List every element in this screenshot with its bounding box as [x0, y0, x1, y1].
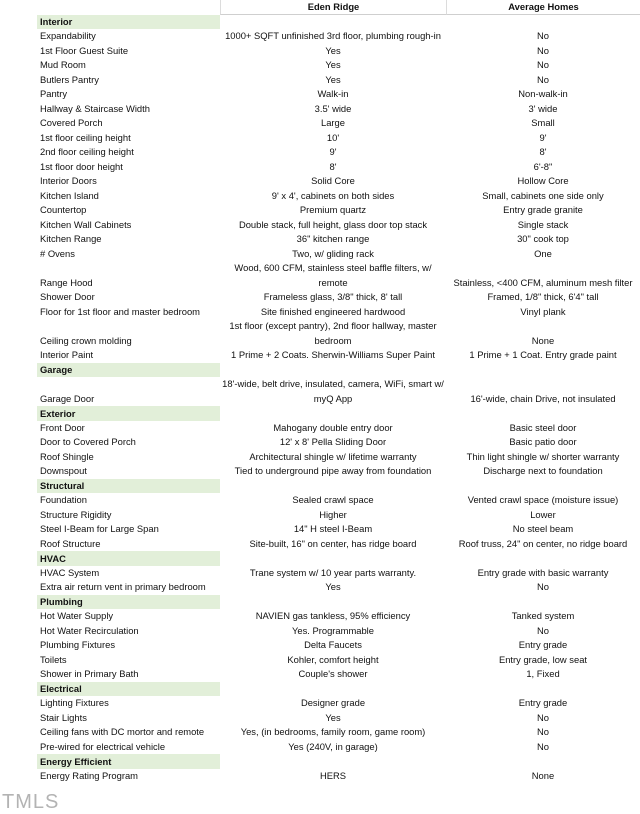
row-label: Downspout [40, 465, 87, 476]
table-row [37, 102, 640, 117]
table-row [37, 73, 640, 88]
eden-ridge-value: Double stack, full height, glass door top stack [238, 218, 428, 230]
average-homes-value: Small, cabinets one side only [482, 189, 604, 201]
row-label: Shower in Primary Bath [40, 668, 139, 679]
eden-ridge-value: Yes [325, 59, 341, 70]
row-label: 1st floor door height [40, 160, 123, 172]
row-label: Countertop [40, 204, 87, 215]
table-row [37, 131, 640, 146]
eden-ridge-value: Sealed crawl space [292, 494, 374, 505]
row-label: Kitchen Range [40, 233, 102, 244]
eden-ridge-value: Premium quartz [299, 204, 367, 215]
row-label: Plumbing Fixtures [40, 639, 116, 650]
average-homes-value: Entry grade, low seat [498, 653, 588, 665]
column-header-eden-ridge: Eden Ridge [220, 0, 446, 15]
eden-ridge-value: Mahogany double entry door [273, 421, 393, 433]
eden-ridge-value: Site-built, 16" on center, has ridge board [249, 537, 417, 549]
row-label: Energy Rating Program [40, 769, 138, 781]
row-label: Hallway & Staircase Width [40, 102, 150, 114]
section-header [37, 754, 640, 769]
eden-ridge-value: Site finished engineered hardwood [260, 305, 406, 317]
average-homes-value: 30" cook top [517, 233, 569, 244]
eden-ridge-value: 8' [329, 160, 337, 172]
average-homes-value: Stainless, <400 CFM, aluminum mesh filter [453, 276, 633, 288]
row-label: Interior Paint [40, 349, 94, 360]
average-homes-value: Single stack [517, 218, 569, 230]
table-row [37, 740, 640, 755]
average-homes-value: Thin light shingle w/ shorter warranty [466, 450, 620, 462]
row-label: Range Hood [40, 276, 93, 288]
row-label: Front Door [40, 421, 85, 433]
eden-ridge-value: Wood, 600 CFM, stainless steel baffle filters, w/ remote [234, 262, 432, 288]
average-homes-value: Non-walk-in [518, 88, 568, 99]
eden-ridge-value: Solid Core [311, 175, 355, 186]
table-row [37, 189, 640, 204]
table-row [37, 247, 640, 262]
average-homes-value: Lower [530, 508, 556, 520]
average-homes-value: Basic patio door [509, 436, 577, 447]
table-row [37, 493, 640, 508]
average-homes-value: No [537, 44, 549, 56]
table-row [37, 638, 640, 653]
row-label: Structure Rigidity [40, 508, 112, 520]
eden-ridge-value: Tied to underground pipe away from foundation [234, 465, 432, 476]
eden-ridge-value: Yes (240V, in garage) [288, 740, 378, 752]
column-header-average-homes: Average Homes [446, 0, 640, 15]
average-homes-value: Vinyl plank [520, 305, 566, 317]
average-homes-value: Tanked system [511, 610, 575, 621]
row-label: Ceiling fans with DC mortor and remote [40, 726, 205, 737]
average-homes-value: One [534, 247, 552, 259]
row-label: Kitchen Island [40, 189, 99, 201]
average-homes-value: Small [531, 117, 555, 128]
row-label: # Ovens [40, 247, 75, 259]
average-homes-value: No [537, 740, 549, 752]
row-label: Roof Structure [40, 537, 101, 549]
average-homes-value: Vented crawl space (moisture issue) [467, 494, 619, 505]
average-homes-value: Roof truss, 24" on center, no ridge board [458, 537, 628, 549]
section-header [37, 479, 640, 494]
section-title: Structural [37, 479, 220, 494]
eden-ridge-value: 1 Prime + 2 Coats. Sherwin-Williams Super Paint [231, 349, 435, 360]
table-row [37, 29, 640, 44]
average-homes-value: Entry grade [518, 697, 568, 708]
average-homes-value: Basic steel door [509, 421, 577, 433]
section-title: HVAC [37, 551, 220, 566]
section-header [37, 406, 640, 421]
table-row [37, 261, 640, 290]
table-row [37, 116, 640, 131]
row-label: Pantry [40, 88, 68, 99]
row-label: Butlers Pantry [40, 73, 99, 85]
row-label: Lighting Fixtures [40, 697, 109, 708]
eden-ridge-value: Yes [325, 711, 341, 723]
table-row [37, 464, 640, 479]
row-label: Expandability [40, 30, 96, 41]
eden-ridge-value: 18'-wide, belt drive, insulated, camera, WiFi, smart w/ myQ App [222, 378, 444, 404]
eden-ridge-value: NAVIEN gas tankless, 95% efficiency [255, 610, 411, 621]
section-header [37, 363, 640, 378]
table-row [37, 522, 640, 537]
table-row [37, 435, 640, 450]
table-row [37, 160, 640, 175]
column-header-row [37, 0, 640, 15]
section-title: Energy Efficient [37, 754, 220, 769]
eden-ridge-value: HERS [319, 769, 347, 781]
row-label: Pre-wired for electrical vehicle [40, 740, 166, 752]
mls-watermark: TMLS [2, 791, 60, 813]
table-row [37, 508, 640, 523]
row-label: Mud Room [40, 59, 86, 70]
eden-ridge-value: Couple's shower [298, 668, 368, 679]
row-label: Hot Water Supply [40, 610, 114, 621]
row-label: Extra air return vent in primary bedroom [40, 581, 206, 592]
row-label: Ceiling crown molding [40, 334, 132, 346]
row-label: Steel I-Beam for Large Span [40, 523, 159, 534]
table-row [37, 87, 640, 102]
table-row [37, 232, 640, 247]
eden-ridge-value: 1st floor (except pantry), 2nd floor hallway, master bedroom [229, 320, 437, 346]
table-row [37, 290, 640, 305]
table-row [37, 203, 640, 218]
average-homes-value: 1 Prime + 1 Coat. Entry grade paint [469, 349, 617, 360]
eden-ridge-value: 3.5' wide [314, 102, 352, 114]
average-homes-value: 16'-wide, chain Drive, not insulated [470, 392, 616, 404]
eden-ridge-value: Yes. Programmable [292, 624, 374, 636]
row-label: 1st Floor Guest Suite [40, 44, 129, 56]
average-homes-value: No [537, 624, 549, 636]
eden-ridge-value: Higher [319, 508, 347, 520]
average-homes-value: 1, Fixed [526, 668, 560, 679]
row-label: Toilets [40, 653, 67, 665]
eden-ridge-value: Trane system w/ 10 year parts warranty. [249, 566, 417, 578]
average-homes-value: No [537, 726, 549, 737]
average-homes-value: Entry grade with basic warranty [477, 566, 609, 578]
average-homes-value: None [531, 334, 555, 346]
table-row [37, 377, 640, 406]
table-row [37, 319, 640, 348]
table-row [37, 450, 640, 465]
row-label: Hot Water Recirculation [40, 624, 139, 636]
table-row [37, 609, 640, 624]
row-label: Roof Shingle [40, 450, 94, 462]
table-row [37, 305, 640, 320]
average-homes-value: No steel beam [512, 523, 574, 534]
section-header [37, 595, 640, 610]
section-header [37, 15, 640, 30]
average-homes-value: 9' [539, 131, 547, 143]
table-row [37, 566, 640, 581]
table-body [37, 15, 640, 784]
eden-ridge-value: Delta Faucets [304, 639, 362, 650]
row-label: Interior Doors [40, 175, 97, 186]
row-label: Door to Covered Porch [40, 436, 136, 447]
header-blank-cell [37, 0, 220, 15]
table-row [37, 667, 640, 682]
eden-ridge-value: Frameless glass, 3/8" thick, 8' tall [263, 291, 403, 302]
average-homes-value: No [537, 581, 549, 592]
row-label: 1st floor ceiling height [40, 131, 131, 143]
row-label: Kitchen Wall Cabinets [40, 218, 132, 230]
table-row [37, 725, 640, 740]
eden-ridge-value: 14" H steel I-Beam [293, 523, 373, 534]
eden-ridge-value: Large [321, 117, 345, 128]
table-row [37, 696, 640, 711]
eden-ridge-value: Yes [325, 73, 341, 85]
table-row [37, 44, 640, 59]
average-homes-value: 8' [539, 146, 547, 157]
table-row [37, 624, 640, 639]
table-row [37, 711, 640, 726]
eden-ridge-value: Yes [325, 581, 341, 592]
eden-ridge-value: 36" kitchen range [296, 233, 370, 244]
table-row [37, 580, 640, 595]
row-label: Shower Door [40, 291, 95, 302]
average-homes-value: 6'-8" [533, 160, 553, 172]
eden-ridge-value: 1000+ SQFT unfinished 3rd floor, plumbing rough-in [225, 30, 441, 41]
eden-ridge-value: Kohler, comfort height [287, 653, 379, 665]
section-header [37, 551, 640, 566]
eden-ridge-value: 12' x 8' Pella Sliding Door [279, 436, 387, 447]
table-row [37, 348, 640, 363]
section-title: Interior [37, 15, 220, 30]
table-row [37, 218, 640, 233]
eden-ridge-value: Yes [325, 44, 341, 56]
table-row [37, 653, 640, 668]
row-label: Floor for 1st floor and master bedroom [40, 305, 200, 317]
eden-ridge-value: 9' x 4', cabinets on both sides [271, 189, 395, 201]
average-homes-value: Discharge next to foundation [483, 465, 603, 476]
eden-ridge-value: 10' [326, 131, 340, 143]
average-homes-value: 3' wide [528, 102, 558, 114]
table-row [37, 174, 640, 189]
section-title: Exterior [37, 406, 220, 421]
average-homes-value: Entry grade [518, 639, 568, 650]
eden-ridge-value: Yes, (in bedrooms, family room, game room) [240, 726, 426, 737]
section-title: Garage [37, 363, 220, 378]
average-homes-value: None [531, 769, 555, 781]
average-homes-value: Entry grade granite [503, 204, 583, 215]
row-label: HVAC System [40, 566, 100, 578]
average-homes-value: Hollow Core [517, 175, 569, 186]
average-homes-value: No [537, 59, 549, 70]
table-row [37, 537, 640, 552]
average-homes-value: Framed, 1/8" thick, 6'4" tall [487, 291, 599, 302]
row-label: 2nd floor ceiling height [40, 146, 134, 157]
comparison-table [37, 0, 640, 783]
average-homes-value: No [537, 711, 549, 723]
eden-ridge-value: Designer grade [300, 697, 366, 708]
table-row [37, 58, 640, 73]
table-row [37, 421, 640, 436]
section-header [37, 682, 640, 697]
section-title: Electrical [37, 682, 220, 697]
average-homes-value: No [537, 73, 549, 85]
row-label: Garage Door [40, 392, 95, 404]
eden-ridge-value: Two, w/ gliding rack [292, 247, 374, 259]
table-row [37, 769, 640, 784]
row-label: Covered Porch [40, 117, 103, 128]
section-title: Plumbing [37, 595, 220, 610]
eden-ridge-value: Architectural shingle w/ lifetime warranty [249, 450, 417, 462]
row-label: Foundation [40, 494, 87, 505]
average-homes-value: No [537, 30, 549, 41]
eden-ridge-value: 9' [329, 146, 337, 157]
eden-ridge-value: Walk-in [317, 88, 349, 99]
row-label: Stair Lights [40, 711, 87, 723]
table-row [37, 145, 640, 160]
